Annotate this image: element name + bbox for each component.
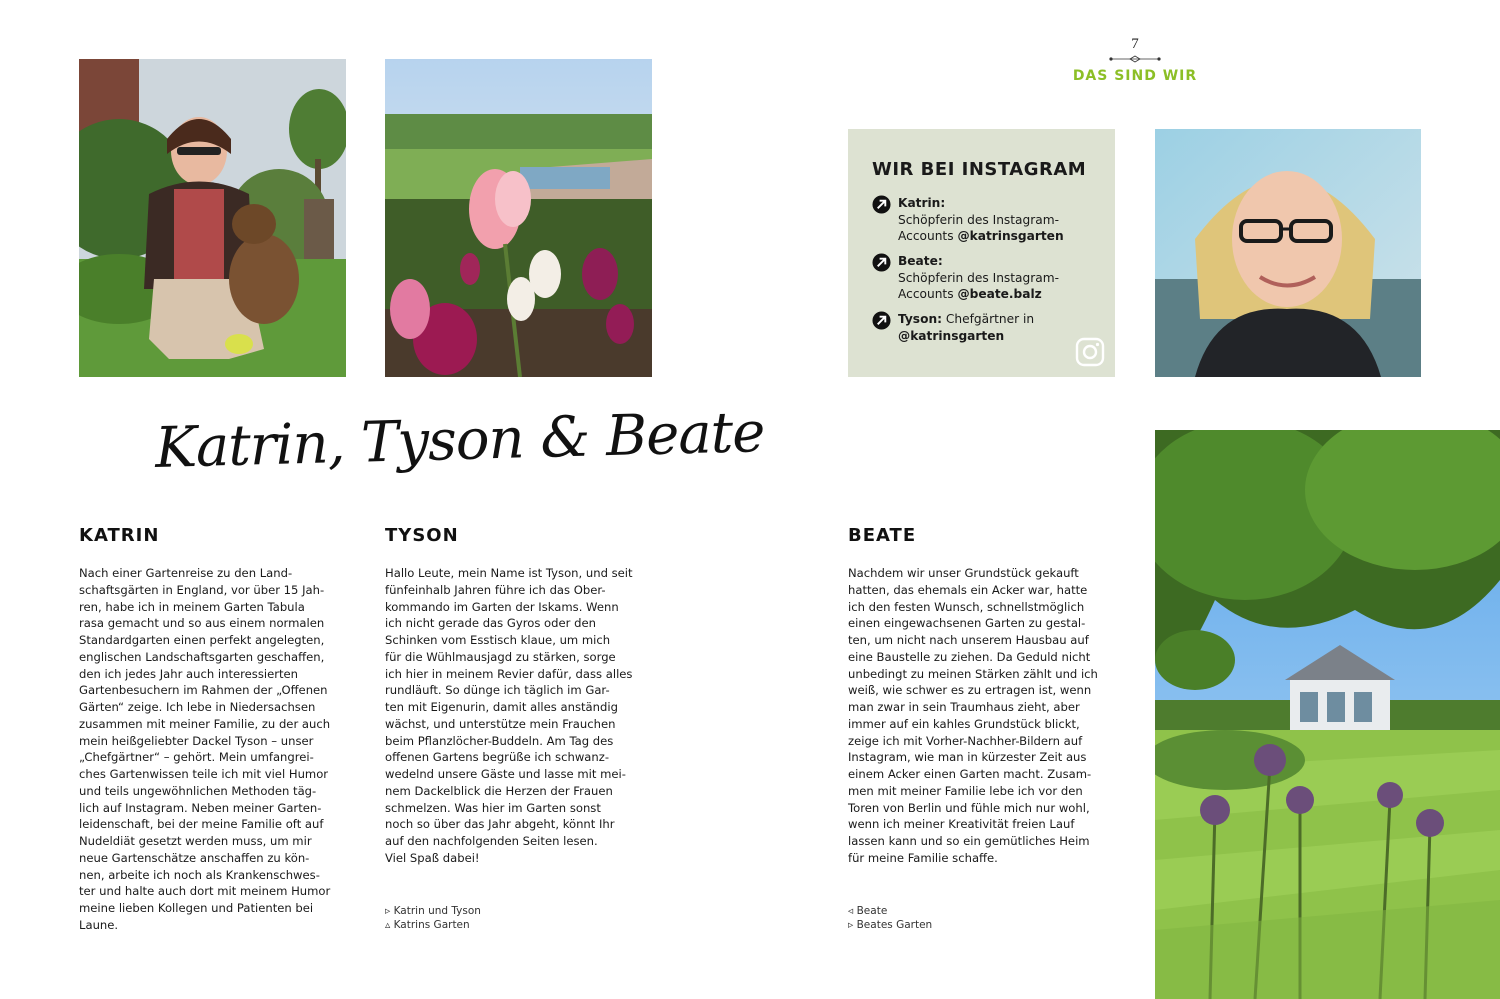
heading-tyson: TYSON xyxy=(385,525,459,546)
text-line: Laune. xyxy=(79,917,119,932)
text-line: ich den festen Wunsch, schnellstmöglich xyxy=(848,599,1085,614)
text-line: lassen kann und so ein gemütliches Heim xyxy=(848,834,1090,848)
text-line: wächst, und unterstütze mein Frauchen xyxy=(385,716,616,731)
text-line: ren, habe ich in meinem Garten Tabula xyxy=(79,599,305,614)
text-line: zeige ich mit Vorher-Nachher-Bildern auf xyxy=(848,733,1083,748)
instagram-item-name: Beate: xyxy=(898,254,943,268)
text-line: den ich jedes Jahr auch interessierten xyxy=(79,666,299,681)
text-line: zusammen mit meiner Familie, zu der auch xyxy=(79,716,331,731)
text-line: weiß, wie schwer es zu ertragen ist, wenn xyxy=(848,683,1092,698)
text-line: wenn ich meiner Kreativität freien Lauf xyxy=(848,817,1075,832)
instagram-handle-link[interactable]: @beate.balz xyxy=(957,287,1042,301)
instagram-item-name: Tyson: xyxy=(898,312,942,326)
instagram-handle-link[interactable]: @katrinsgarten xyxy=(957,229,1064,243)
text-line: Viel Spaß dabei! xyxy=(385,850,480,865)
instagram-item-line: Accounts xyxy=(898,287,958,301)
body-text-beate xyxy=(848,565,1116,867)
text-line: nem Dackelblick die Herzen der Frauen xyxy=(385,783,613,798)
caption-katrins-garten: ▵ Katrins Garten xyxy=(385,919,470,931)
text-line: Gartenbesuchern im Rahmen der „Offenen xyxy=(79,683,328,698)
text-line: meine lieben Kollegen und Patienten bei xyxy=(79,901,314,915)
text-line: man zwar in sein Traumhaus zieht, aber xyxy=(848,700,1080,714)
ornament-divider-icon xyxy=(1108,55,1162,63)
text-line: wedelnd unsere Gäste und lasse mit mei- xyxy=(385,767,626,781)
text-line: ches Gartenwissen teile ich mit viel Humor xyxy=(79,767,329,781)
caption-beate: ◃ Beate xyxy=(848,905,888,917)
text-line: kommando im Garten der Iskams. Wenn xyxy=(385,599,619,614)
text-line: Nudeldiät gesetzt werden muss, um mir xyxy=(79,834,312,848)
text-line: nen, arbeite ich noch als Krankenschwes- xyxy=(79,867,320,882)
arrow-circle-icon xyxy=(872,311,891,330)
photo-katrin-and-tyson xyxy=(79,59,346,377)
caption-katrin-und-tyson: ▹ Katrin und Tyson xyxy=(385,905,481,917)
instagram-item-tyson xyxy=(872,311,1102,344)
text-line: ich hier in meinem Revier dafür, dass alles xyxy=(385,666,633,681)
text-line: Gärten“ zeige. Ich lebe in Niedersachsen xyxy=(79,700,316,714)
page-number: 7 xyxy=(1131,36,1139,52)
instagram-item-line: Accounts xyxy=(898,229,958,243)
text-line: fünfeinhalb Jahren führe ich das Ober- xyxy=(385,582,606,597)
text-line: rasa gemacht und so aus einem normalen xyxy=(79,616,325,631)
text-line: eine Baustelle zu ziehen. Da Geduld nicht xyxy=(848,649,1091,664)
photo-katrins-garden-tulips xyxy=(385,59,652,377)
script-title: Katrin, Tyson & Beate xyxy=(154,400,766,481)
text-line: ten, um nicht nach unserem Hausbau auf xyxy=(848,633,1089,647)
arrow-circle-icon xyxy=(872,195,891,214)
text-line: für die Wühlmausjagd zu stärken, sorge xyxy=(385,649,616,664)
text-line: immer auf ein kahles Grundstück blickt, xyxy=(848,716,1080,731)
text-line: Instagram, wie man in kürzester Zeit aus xyxy=(848,750,1087,765)
text-line: unbedingt zu meinen Stärken zählt und ich xyxy=(848,666,1098,681)
instagram-box-title: WIR BEI INSTAGRAM xyxy=(872,159,1087,180)
instagram-item-beate xyxy=(872,253,1102,303)
body-text-katrin xyxy=(79,565,353,934)
text-line: offenen Gartens begrüße ich schwanz- xyxy=(385,750,610,765)
text-line: rundläuft. So dünge ich täglich im Gar- xyxy=(385,683,610,698)
text-line: noch so über das Jahr abgeht, könnt Ihr xyxy=(385,817,615,832)
heading-beate: BEATE xyxy=(848,525,917,546)
text-line: einem Acker einen Garten macht. Zusam- xyxy=(848,767,1092,781)
section-label: DAS SIND WIR xyxy=(1072,68,1198,84)
photo-beates-garden xyxy=(1155,430,1500,999)
text-line: Hallo Leute, mein Name ist Tyson, und seit xyxy=(385,566,633,580)
instagram-item-line: Schöpferin des Instagram- xyxy=(898,270,1059,285)
text-line: ten mit Eigenurin, damit alles anständig xyxy=(385,700,618,714)
text-line: ter und halte auch dort mit meinem Humor xyxy=(79,884,331,899)
text-line: lich auf Instagram. Neben meiner Garten- xyxy=(79,800,322,815)
text-line: Nachdem wir unser Grundstück gekauft xyxy=(848,566,1079,580)
text-line: Toren von Berlin und fühle mich nur wohl, xyxy=(848,800,1090,815)
text-line: für meine Familie schaffe. xyxy=(848,850,998,865)
instagram-logo-icon xyxy=(1075,337,1105,367)
heading-katrin: KATRIN xyxy=(79,525,160,546)
text-line: „Chefgärtner“ – gehört. Mein umfangrei- xyxy=(79,750,314,765)
text-line: schaftsgärten in England, vor über 15 Jah- xyxy=(79,582,325,597)
text-line: beim Pflanzlöcher-Buddeln. Am Tag des xyxy=(385,733,614,748)
instagram-item-katrin xyxy=(872,195,1102,245)
text-line: neue Gartenschätze anschaffen zu kön- xyxy=(79,850,310,865)
text-line: Nach einer Gartenreise zu den Land- xyxy=(79,566,293,580)
instagram-info-box xyxy=(848,129,1115,377)
text-line: men mit meiner Familie lebe ich vor den xyxy=(848,783,1083,798)
photo-beate-portrait xyxy=(1155,129,1421,377)
text-line: schmelzen. Was hier im Garten sonst xyxy=(385,800,601,815)
instagram-item-line: Schöpferin des Instagram- xyxy=(898,212,1059,227)
arrow-circle-icon xyxy=(872,253,891,272)
text-line: englischen Landschaftsgarten geschaffen, xyxy=(79,649,325,664)
text-line: ich nicht gerade das Gyros oder den xyxy=(385,616,596,631)
instagram-handle-link[interactable]: @katrinsgarten xyxy=(898,328,1005,343)
text-line: auf den nachfolgenden Seiten lesen. xyxy=(385,834,598,848)
text-line: Schinken vom Esstisch klaue, um mich xyxy=(385,633,611,647)
body-text-tyson xyxy=(385,565,657,867)
caption-beates-garten: ▹ Beates Garten xyxy=(848,919,933,931)
instagram-item-line: Chefgärtner in xyxy=(942,312,1035,326)
text-line: mein heißgeliebter Dackel Tyson – unser xyxy=(79,733,314,748)
instagram-item-name: Katrin: xyxy=(898,196,946,210)
text-line: und teils ungewöhnlichen Methoden täg- xyxy=(79,783,317,798)
text-line: hatten, das ehemals ein Acker war, hatte xyxy=(848,582,1088,597)
text-line: Standardgarten einen perfekt angelegten, xyxy=(79,633,325,647)
text-line: einen eingewachsenen Garten zu gestal- xyxy=(848,616,1086,631)
text-line: leidenschaft, bei der meine Familie oft auf xyxy=(79,817,324,832)
